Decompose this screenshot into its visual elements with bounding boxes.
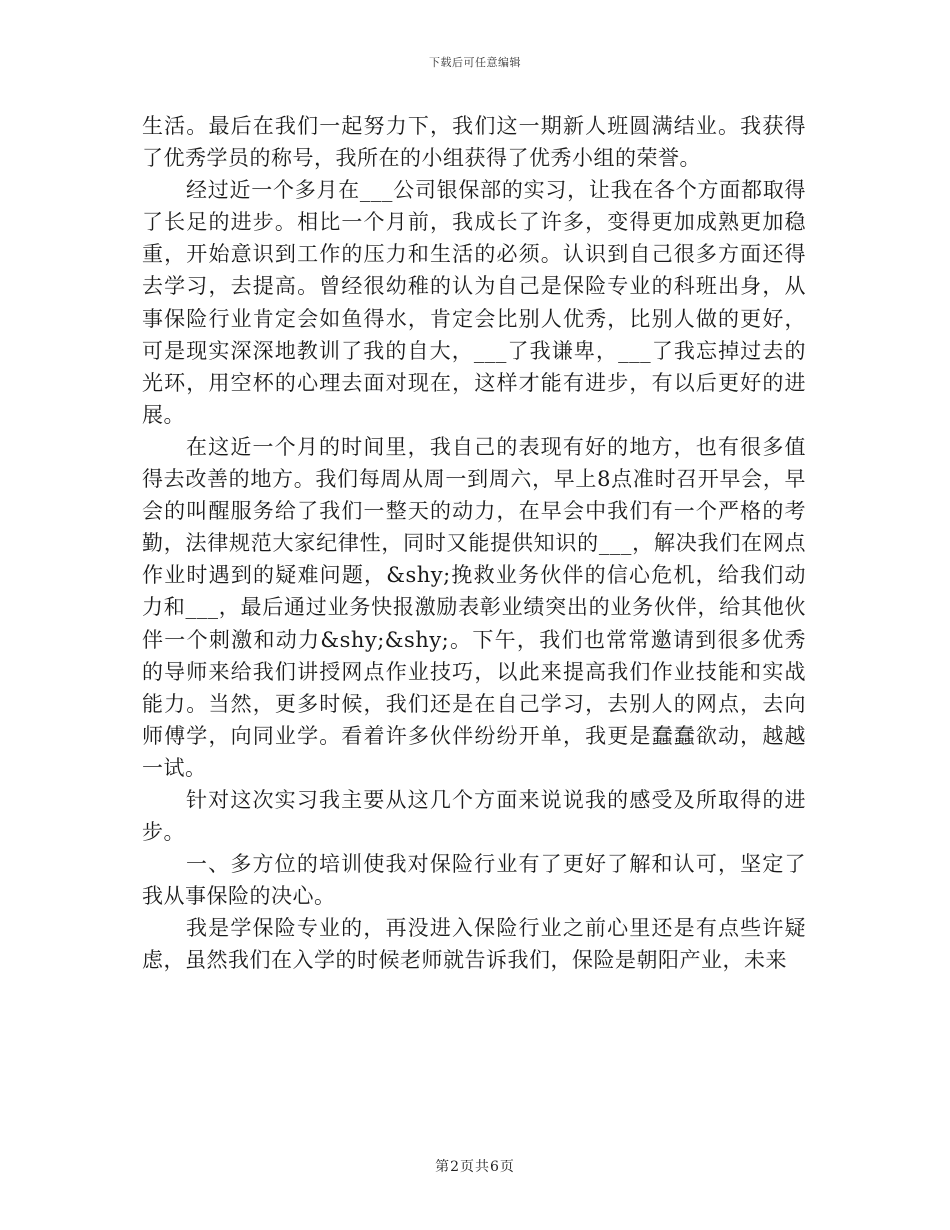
- paragraph-daily-routine: 在这近一个月的时间里，我自己的表现有好的地方，也有很多值得去改善的地方。我们每周从周一到周六，早上8点准时召开早会，早会的叫醒服务给了我们一整天的动力，在早会中我们有一个严格的考勤，法律规范大家纪律性，同时又能提供知识的___，解决我们在网点作业时遇到的疑难问题，&shy;挽救业务伙伴的信心危机，给我们动力和___，最后通过业务快报激励表彰业绩突出的业务伙伴，给其他伙伴一个刺激和动力&shy;&shy;。下午，我们也常常邀请到很多优秀的导师来给我们讲授网点作业技巧，以此来提高我们作业技能和实战能力。当然，更多时候，我们还是在自己学习，去别人的网点，去向师傅学，向同业学。看着许多伙伴纷纷开单，我更是蠢蠢欲动，越越一试。: [142, 434, 806, 780]
- page-number: 第2页共6页: [435, 1159, 515, 1175]
- paragraph-section-one-heading: 一、多方位的培训使我对保险行业有了更好了解和认可，坚定了我从事保险的决心。: [142, 852, 806, 909]
- paragraph-internship-progress: 经过近一个多月在___公司银保部的实习，让我在各个方面都取得了长足的进步。相比一个月前，我成长了许多，变得更加成熟更加稳重，开始意识到工作的压力和生活的必须。认识到自己很多方面还得去学习，去提高。曾经很幼稚的认为自己是保险专业的科班出身，从事保险行业肯定会如鱼得水，肯定会比别人优秀，比别人做的更好，可是现实深深地教训了我的自大，___了我谦卑，___了我忘掉过去的光环，用空杯的心理去面对现在，这样才能有进步，有以后更好的进展。: [142, 178, 806, 427]
- document-body: [142, 110, 806, 977]
- page-header: 下载后可任意编辑: [429, 56, 521, 69]
- paragraph-continuation: 生活。最后在我们一起努力下，我们这一期新人班圆满结业。我获得了优秀学员的称号，我所在的小组获得了优秀小组的荣誉。: [142, 114, 806, 171]
- paragraph-insurance-major: 我是学保险专业的，再没进入保险行业之前心里还是有点些许疑虑，虽然我们在入学的时候老师就告诉我们，保险是朝阳产业，未来: [142, 916, 806, 973]
- paragraph-summary-intro: 针对这次实习我主要从这几个方面来说说我的感受及所取得的进步。: [142, 787, 806, 845]
